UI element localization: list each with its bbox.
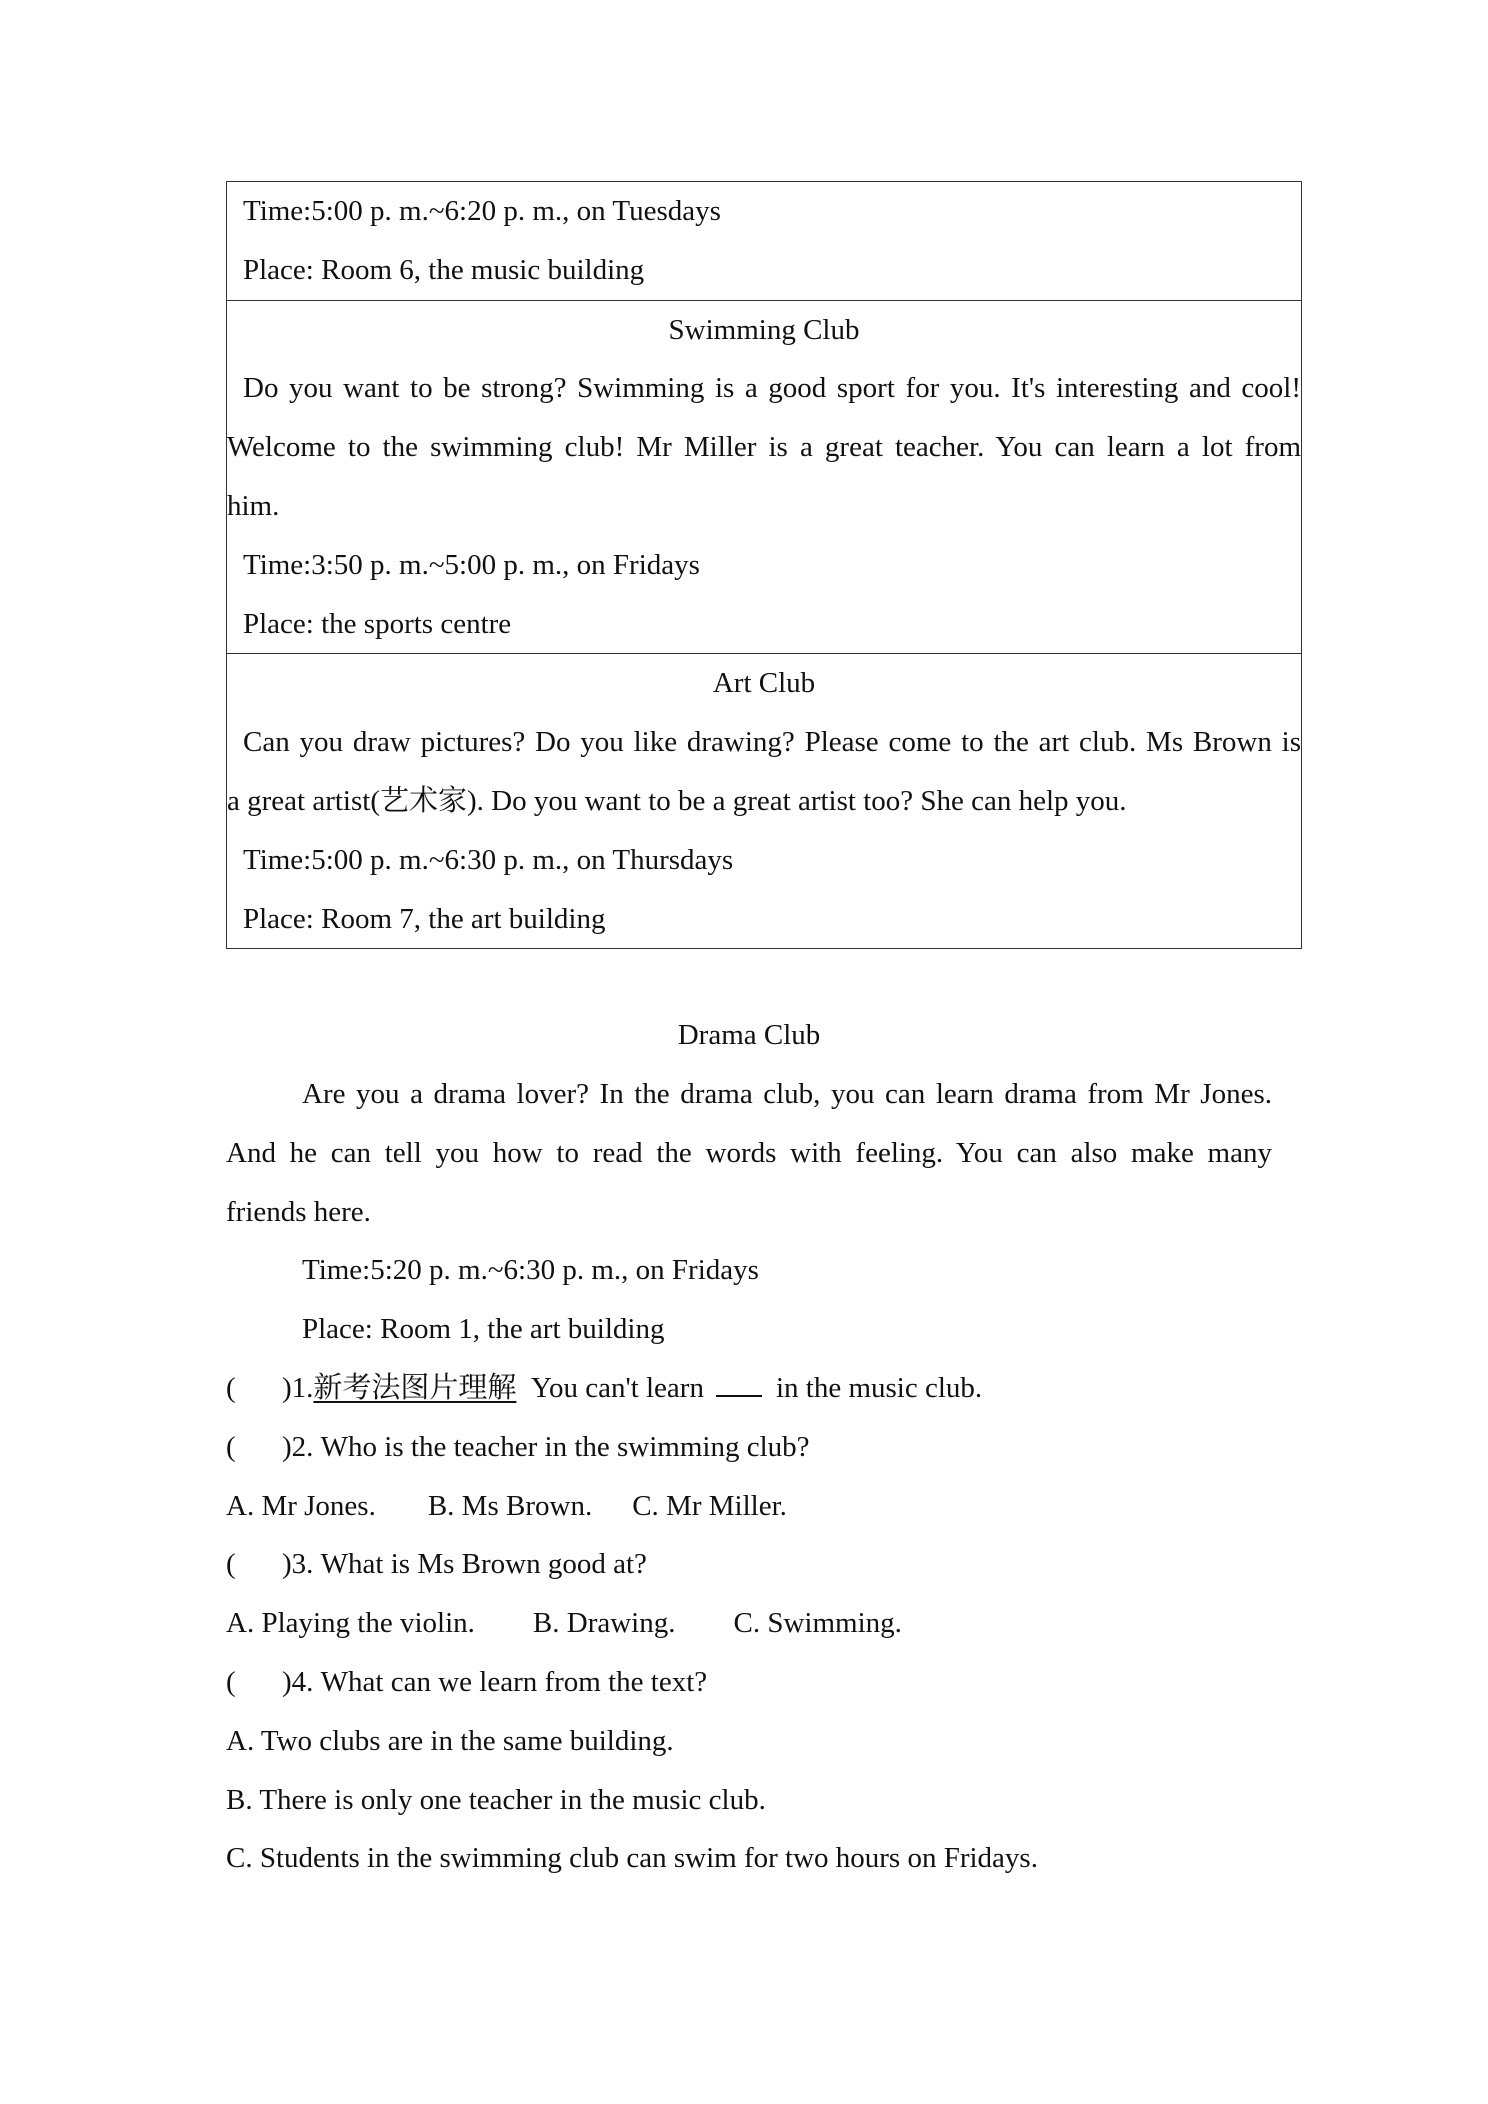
art-club-time: Time:5:00 p. m.~6:30 p. m., on Thursdays (243, 843, 734, 876)
answer-paren[interactable]: ( (226, 1665, 236, 1698)
answer-blank[interactable] (716, 1371, 762, 1397)
question-1 (226, 1359, 1272, 1418)
option-c: C. Swimming. (733, 1607, 902, 1640)
drama-club-title: Drama Club (677, 1019, 821, 1051)
swimming-club-text-line: Welcome to the swimming club! Mr Miller is a great teacher. You can learn a lot from (227, 431, 1301, 464)
question-2 (226, 1418, 1272, 1477)
drama-club-time: Time:5:20 p. m.~6:30 p. m., on Fridays (302, 1254, 759, 1287)
question-2-options (226, 1477, 1272, 1536)
option-b: B. Ms Brown. (427, 1489, 593, 1522)
music-club-row (227, 182, 1302, 301)
swimming-club-cell (227, 300, 1302, 654)
option-a: A. Two clubs are in the same building. (226, 1724, 674, 1757)
option-c: C. Students in the swimming club can swim for two hours on Fridays. (226, 1842, 1038, 1875)
drama-club-text-line: Are you a drama lover? In the drama club, you can learn drama from Mr Jones. (302, 1078, 1272, 1110)
question-text: Who is the teacher in the swimming club? (320, 1430, 810, 1463)
question-number: )3. (282, 1548, 314, 1581)
drama-club-text-line: friends here. (226, 1195, 371, 1228)
swimming-club-text-line: Do you want to be strong? Swimming is a good sport for you. It's interesting and cool! (243, 372, 1301, 405)
question-3 (226, 1535, 1272, 1594)
option-b: B. There is only one teacher in the music club. (226, 1783, 766, 1816)
swimming-club-time: Time:3:50 p. m.~5:00 p. m., on Fridays (243, 548, 700, 581)
drama-club-text-line: And he can tell you how to read the words with feeling. You can also make many (226, 1136, 1272, 1169)
art-club-place: Place: Room 7, the art building (243, 902, 606, 935)
drama-club-body (226, 1065, 1272, 1888)
art-club-text-line: Can you draw pictures? Do you like drawing? Please come to the art club. Ms Brown is (243, 726, 1301, 759)
question-number: )2. (282, 1430, 314, 1463)
answer-paren[interactable]: ( (226, 1371, 236, 1404)
question-text: What can we learn from the text? (320, 1665, 708, 1698)
option-a: A. Playing the violin. (226, 1607, 475, 1640)
art-club-text-line: a great artist(艺术家). Do you want to be a great artist too? She can help you. (227, 784, 1127, 817)
option-a: A. Mr Jones. (226, 1489, 376, 1522)
swimming-club-title: Swimming Club (668, 313, 860, 346)
music-club-cell (227, 182, 1302, 301)
answer-paren[interactable]: ( (226, 1430, 236, 1463)
drama-club-place: Place: Room 1, the art building (302, 1313, 665, 1346)
answer-paren[interactable]: ( (226, 1548, 236, 1581)
question-text: What is Ms Brown good at? (320, 1548, 647, 1581)
question-text: in the music club. (775, 1371, 983, 1404)
art-club-title: Art Club (712, 667, 816, 700)
option-b: B. Drawing. (532, 1607, 676, 1640)
question-number: )4. (282, 1665, 314, 1698)
question-3-options (226, 1594, 1272, 1653)
swimming-club-row (227, 300, 1302, 654)
music-club-time: Time:5:00 p. m.~6:20 p. m., on Tuesdays (243, 195, 721, 227)
art-club-row (227, 654, 1302, 949)
question-text: You can't learn (530, 1371, 704, 1404)
music-club-place: Place: Room 6, the music building (243, 253, 645, 286)
option-c: C. Mr Miller. (632, 1489, 787, 1522)
question-tag: 新考法图片理解 (313, 1371, 517, 1404)
clubs-table (226, 181, 1302, 949)
swimming-club-place: Place: the sports centre (243, 607, 512, 640)
question-number: )1. (282, 1371, 314, 1404)
question-4 (226, 1653, 1272, 1712)
art-club-cell (227, 654, 1302, 949)
swimming-club-text-line: him. (227, 489, 280, 522)
